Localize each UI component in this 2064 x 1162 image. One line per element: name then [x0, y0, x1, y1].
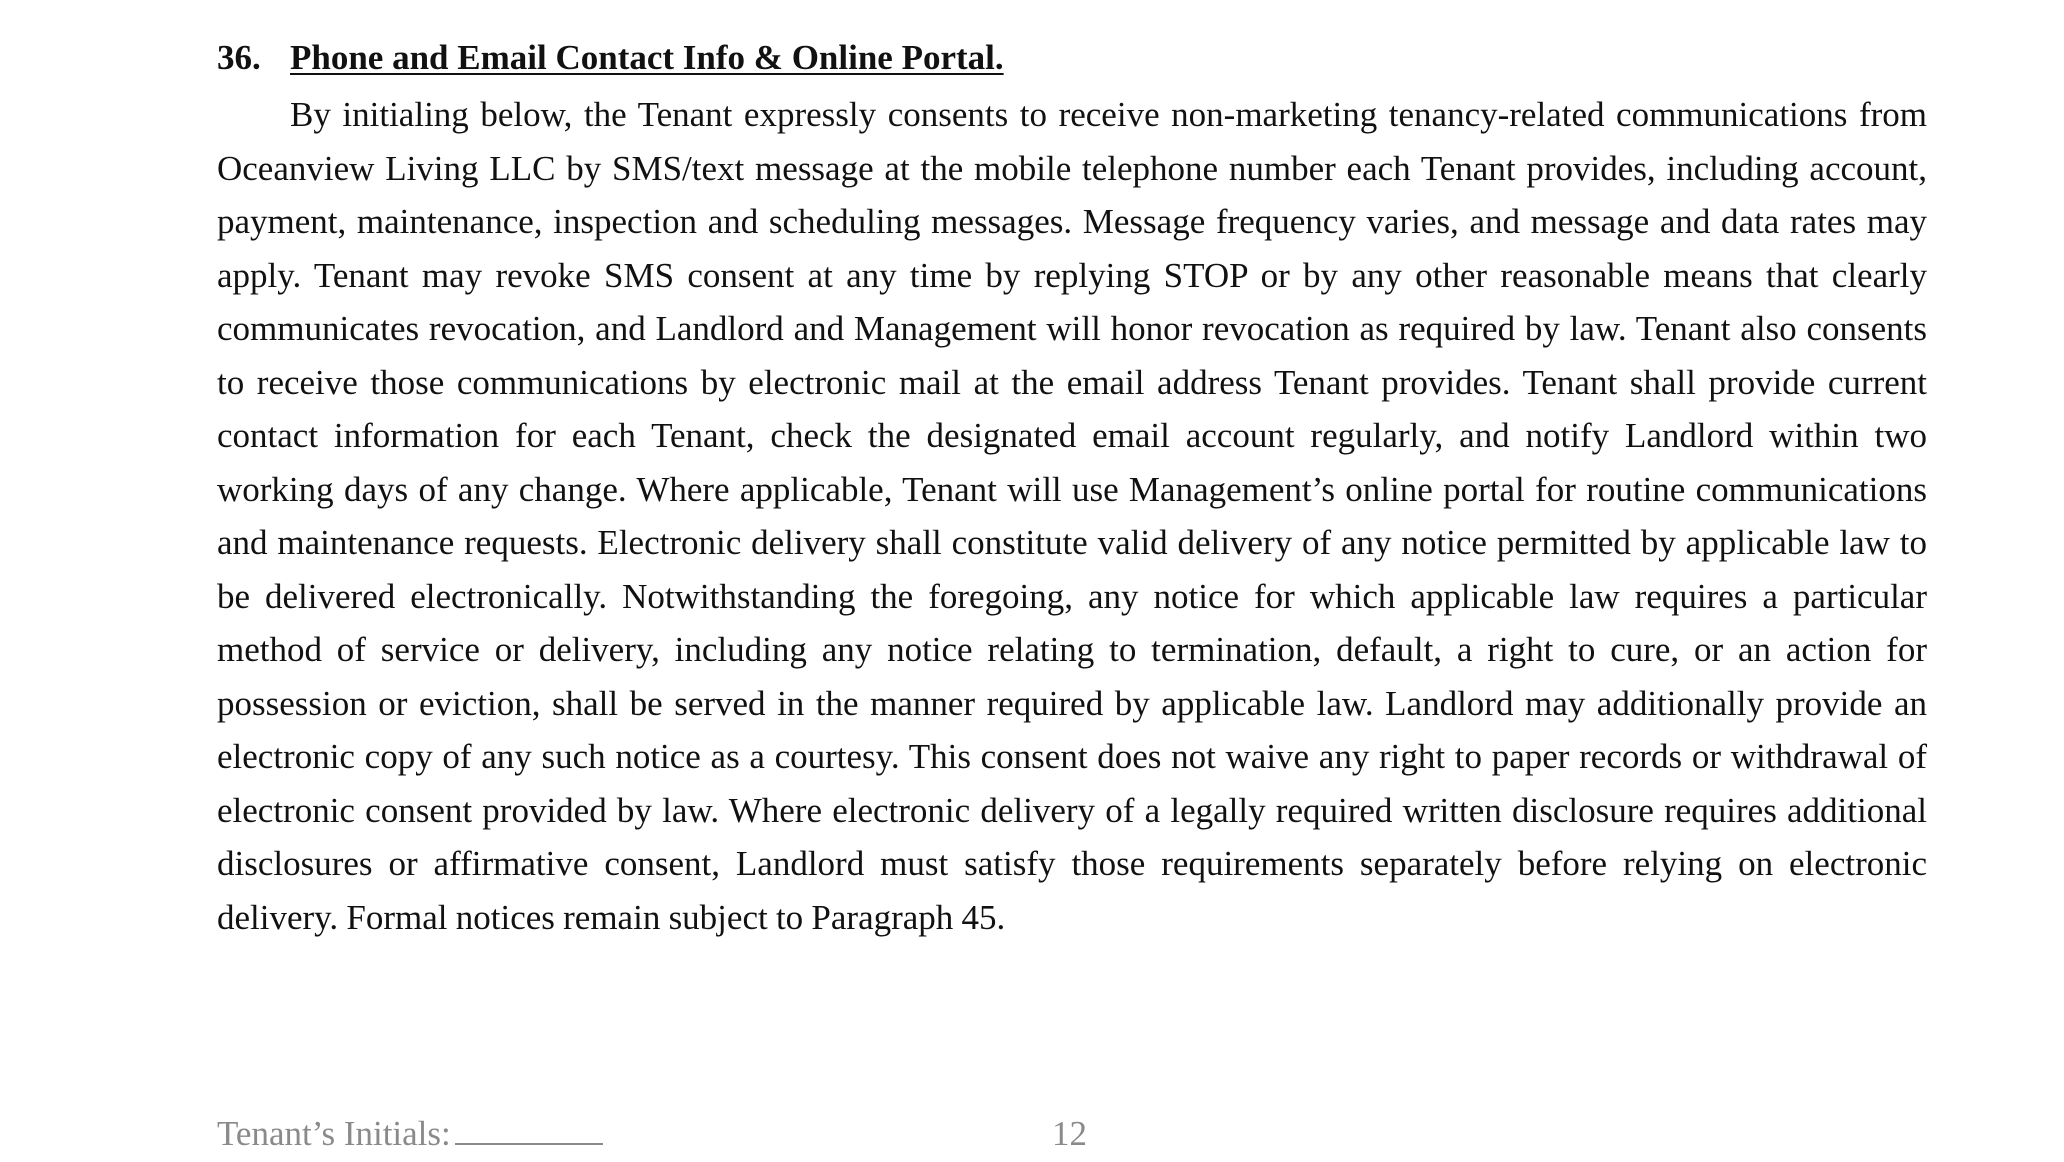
tenant-initials-blank-line — [455, 1113, 603, 1145]
section-title: Phone and Email Contact Info & Online Portal. — [290, 38, 1004, 77]
page-footer — [0, 1112, 2064, 1162]
section-heading — [217, 36, 1927, 80]
section-body-paragraph: By initialing below, the Tenant expressly consents to receive non-marketing tenancy-related communications from Oceanview Living LLC by SMS/text message at the mobile telephone number each Tenant provides, including account, payment, maintenance, inspection and scheduling messages. Message frequency varies, and message and data rates may apply. Tenant may revoke SMS consent at any time by replying STOP or by any other reasonable means that clearly communicates revocation, and Landlord and Management will honor revocation as required by law. Tenant also consents to receive those communications by electronic mail at the email address Tenant provides. Tenant shall provide current contact information for each Tenant, check the designated email account regularly, and notify Landlord within two working days of any change. Where applicable, Tenant will use Management’s online portal for routine communications and maintenance requests. Electronic delivery shall constitute valid delivery of any notice permitted by applicable law to be delivered electronically. Notwithstanding the foregoing, any notice for which applicable law requires a particular method of service or delivery, including any notice relating to termination, default, a right to cure, or an action for possession or eviction, shall be served in the manner required by applicable law. Landlord may additionally provide an electronic copy of any such notice as a courtesy. This consent does not waive any right to paper records or withdrawal of electronic consent provided by law. Where electronic delivery of a legally required written disclosure requires additional disclosures or affirmative consent, Landlord must satisfy those requirements separately before relying on electronic delivery. Formal notices remain subject to Paragraph 45. — [217, 95, 1927, 937]
tenant-initials-label: Tenant’s Initials: — [217, 1114, 451, 1153]
section-number: 36. — [217, 38, 261, 77]
tenant-initials-field — [217, 1112, 603, 1156]
page-number: 12 — [1052, 1114, 1087, 1153]
